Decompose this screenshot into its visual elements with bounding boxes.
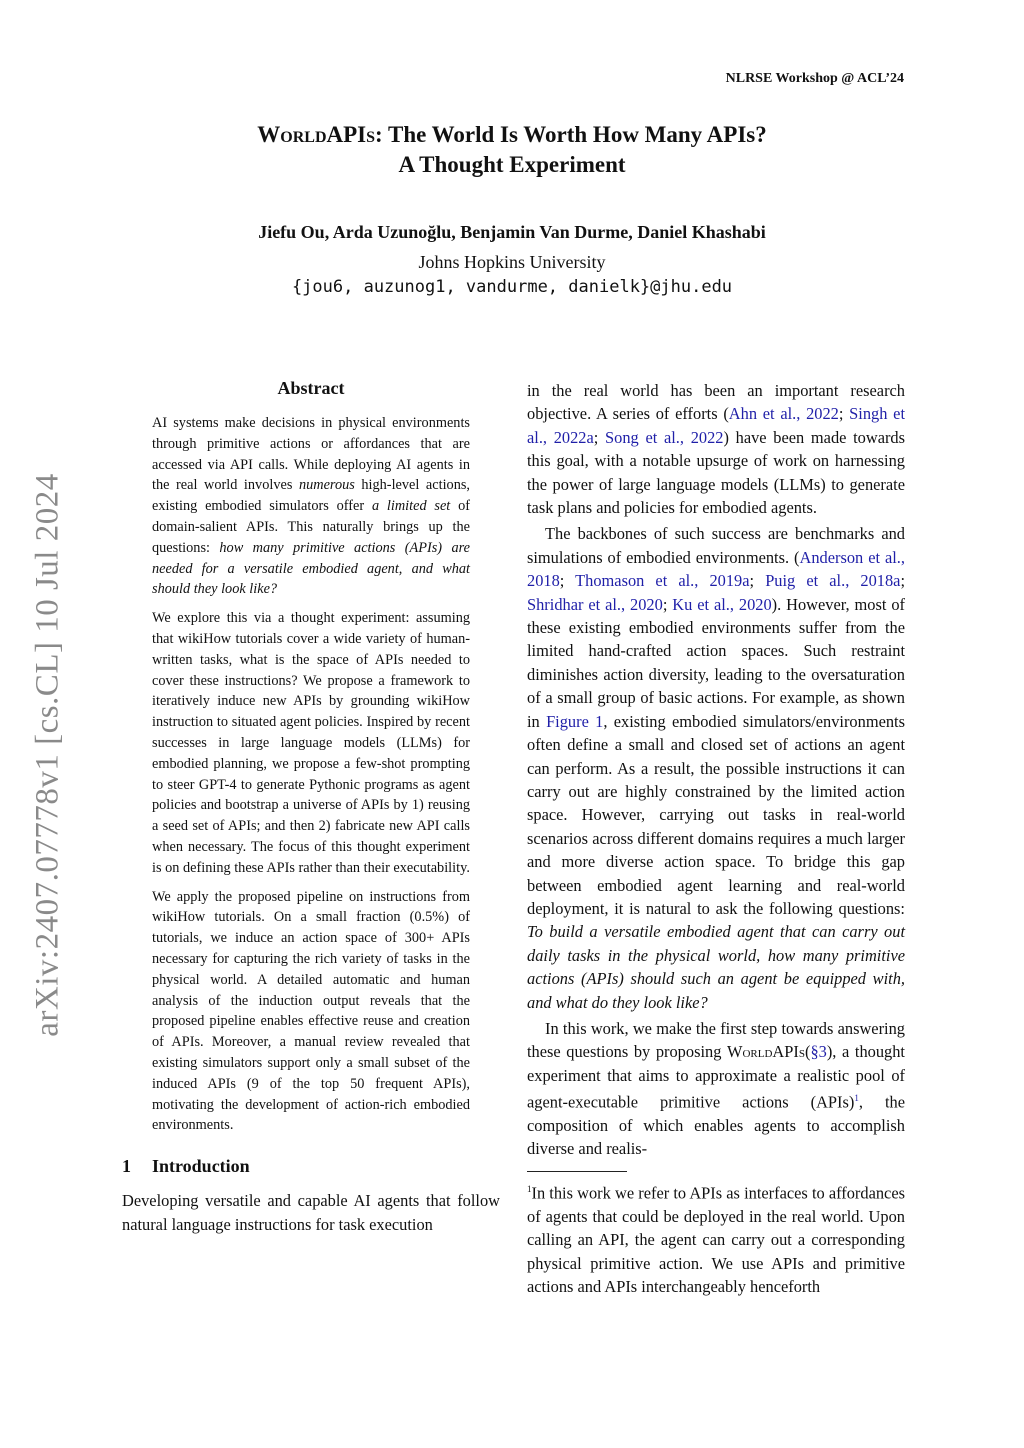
author-emails: {jou6, auzunog1, vandurme, danielk}@jhu.edu [291,277,733,297]
footnote-divider [527,1171,627,1172]
figure-reference-link[interactable]: Figure 1 [546,711,604,731]
abstract-paragraph-2: We explore this via a thought experiment: assuming that wikiHow tutorials cover a wide variety of human-written tasks, what is the space of APIs needed to cover these instructions? We propose a framework to iteratively induce new APIs by grounding wikiHow instruction to situated agent policies. Inspired by recent successes in large language models (LLMs) for embodied planning, we propose a few-shot prompting to steer GPT-4 to generate Pythonic programs as agent policies and bootstrap a universe of APIs by 1) reusing a seed set of APIs; and then 2) fabricate new API calls when necessary. The focus of this thought experiment is on defining these APIs rather than their executability. [152,610,470,876]
venue-header: NLRSE Workshop @ ACL’24 [725,71,904,86]
citation-link[interactable]: Ku et al., 2020 [672,594,772,614]
intro-paragraph-2: The backbones of such success are benchmarks and simulations of embodied environments. (Anderson et al., 2018; Thomason et al., 2019a; Puig et al., 2018a; Shridhar et al., 2020; Ku et al., 2020). However, most of these existing embodied environments suffer from the limited hand-crafted action spaces. Such restraint diminishes action diversity, leading to the oversaturation of a small group of basic actions. For example, as shown in Figure 1, existing embodied simulators/environments often define a small and closed set of actions an agent can perform. As a result, the possible instructions it can carry out are highly constrained by the limited action space. However, carrying out tasks in real-world scenarios across different domains requires a much larger and more diverse action space. To bridge this gap between embodied agent learning and real-world deployment, it is natural to ask the following questions: To build a versatile embodied agent that can carry out daily tasks in the physical world, how many primitive actions (APIs) should such an agent be equipped with, and what do they look like? [527,524,906,1012]
title-line-1-rest: : The World Is Worth How Many APIs? [375,122,767,147]
citation-link[interactable]: Song et al., 2022 [605,427,724,447]
citation-link[interactable]: Puig et al., 2018a [765,571,901,591]
author-list: Jiefu Ou, Arda Uzunoğlu, Benjamin Van Durme, Daniel Khashabi [258,222,766,242]
abstract-paragraph-1: AI systems make decisions in physical environments through primitive actions or affordances that are accessed via API calls. While deploying AI agents in the real world involves numerous high-level actions, existing embodied simulators offer a limited set of domain-salient APIs. This naturally brings up the questions: how many primitive actions (APIs) are needed for a versatile embodied agent, and what should they look like? [152,415,470,598]
intro-paragraph-1-continued: in the real world has been an important research objective. A series of efforts (Ahn et al., 2022; Singh et al., 2022a; Song et al., 2022) have been made towards this goal, with a notable upsurge of work on harnessing the power of large language models (LLMs) to generate task plans and policies for embodied agents. [527,381,905,518]
citation-link[interactable]: Singh et al., 2022a [527,404,905,447]
footnote-number: 1 [527,1183,532,1194]
section-title: Introduction [152,1156,250,1177]
title-line-1 [0,120,1024,150]
right-column [527,379,905,1298]
citation-link[interactable]: Thomason et al., 2019a [575,571,750,591]
section-number: 1 [122,1156,131,1177]
paper-title [0,120,1024,180]
system-name: WorldAPIs [727,1042,805,1062]
section-heading-introduction [122,1156,500,1177]
title-line-2: A Thought Experiment [398,152,626,177]
title-system-name: WorldAPIs [257,122,376,147]
footnote-1: $^1$In this work we refer to APIs as interfaces to affordances of agents that could be deployed in the real world. Upon calling an API, the agent can carry out a corresponding physical primitive action. We use APIs and primitive actions and APIs interchangeably henceforth [527,1183,905,1296]
section-reference-link[interactable]: §3 [810,1042,827,1062]
abstract-paragraph-3: We apply the proposed pipeline on instructions from wikiHow tutorials. On a small fraction (0.5%) of tutorials, we induce an action space of 300+ APIs necessary for capturing the rich variety of tasks in the physical world. A detailed automatic and human analysis of the induction output reveals that the proposed pipeline enables effective reuse and creation of APIs. Moreover, a manual review revealed that existing simulators support only a small subset of the induced APIs (9 of the top 50 frequent APIs), motivating the development of action-rich embodied environments. [152,888,470,1134]
left-column [122,378,500,1236]
abstract-heading: Abstract [277,378,345,398]
intro-paragraph-3: In this work, we make the first step towards answering these questions by proposing WorldAPIs(§3), a thought experiment that aims to approximate a realistic pool of agent-executable primitive actions (APIs)$^1$, the composition of which enables agents to accomplish diverse and realis- [527,1018,905,1159]
affiliation: Johns Hopkins University [418,252,606,272]
footnote-marker-link[interactable]: 1 [854,1093,859,1104]
intro-paragraph-1-start: Developing versatile and capable AI agents that follow natural language instructions for task execution [122,1191,500,1234]
citation-link[interactable]: Ahn et al., 2022 [728,404,839,424]
citation-link[interactable]: Shridhar et al., 2020 [527,594,663,614]
citation-link[interactable]: Anderson et al., 2018 [527,547,906,591]
arxiv-identifier: arXiv:2407.07778v1 [cs.CL] 10 Jul 2024 [29,473,66,1037]
